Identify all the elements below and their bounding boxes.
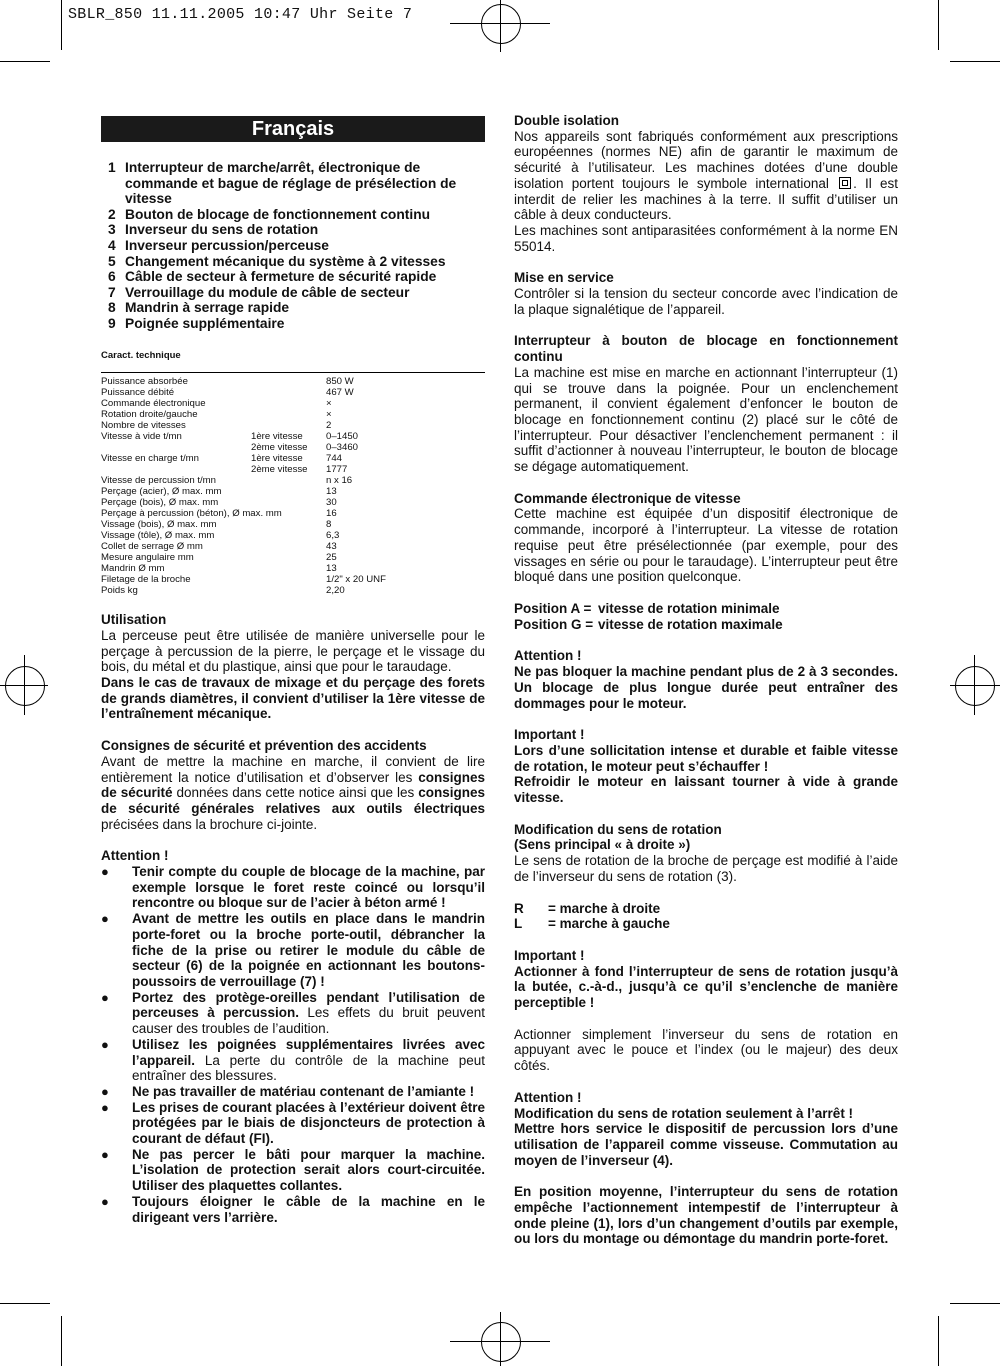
spec-sublabel: [251, 387, 326, 398]
spec-row: [101, 398, 485, 409]
attention3-heading: Attention !: [514, 1089, 582, 1105]
bullet-icon: ●: [101, 989, 109, 1005]
position-value: vitesse de rotation minimale: [598, 600, 780, 616]
spec-value: 2,20: [326, 585, 345, 597]
important1-line1: Lors d’une sollicitation intense et durable et faible vitesse de rotation, le moteur peut s’échauffer !: [514, 742, 898, 774]
interrupteur-heading: Interrupteur à bouton de blocage en fonctionnement continu: [514, 333, 898, 365]
spec-row: [101, 376, 485, 387]
position-key: Position A =: [514, 600, 592, 616]
attention1-heading: Attention !: [101, 848, 169, 864]
part-label: Inverseur du sens de rotation: [125, 222, 319, 238]
bullet-bold: Les prises de courant placées à l’extérieur doivent être protégées par le biais de disjoncteurs de protection à courant de défaut (FI).: [132, 1099, 485, 1147]
spec-sublabel: [251, 475, 326, 486]
spec-value: 16: [326, 508, 337, 520]
part-number: 4: [108, 237, 116, 253]
bullet-bold: Ne pas percer le bâti pour marquer la machine. L’isolation de protection serait alors court-circuitée. Utiliser des plaquettes collantes.: [132, 1146, 485, 1194]
spec-sublabel: 1ère vitesse: [251, 431, 303, 443]
consignes-text: [101, 754, 485, 833]
safety-bullet: [101, 1084, 485, 1100]
mise-en-service-heading: Mise en service: [514, 270, 614, 286]
specs-table: [101, 376, 485, 596]
spec-sublabel: [251, 552, 326, 563]
spec-sublabel: 2ème vitesse: [251, 442, 308, 454]
spec-row: [101, 453, 485, 464]
direction-key: R: [514, 900, 524, 916]
parts-list-item: [101, 285, 485, 301]
bullet-normal: Les effets du bruit peuvent causer des troubles de l’audition.: [132, 1005, 485, 1037]
spec-sublabel: [251, 486, 326, 497]
parts-list-item: [101, 300, 485, 316]
spec-row: [101, 387, 485, 398]
spec-value: 1777: [326, 464, 348, 476]
bullet-icon: ●: [101, 1193, 109, 1209]
right-column: [514, 113, 898, 1247]
spec-label: Commande électronique: [101, 398, 206, 410]
section-important-2: [514, 948, 898, 1011]
attention2-text: Ne pas bloquer la machine pendant plus de 2 à 3 secondes. Un blocage de plus longue durée peut entraîner des dommages pour le moteur.: [514, 664, 898, 711]
important1-line2: Refroidir le moteur en laissant tourner à vide à grande vitesse.: [514, 774, 898, 806]
bullet-text: [132, 1194, 485, 1225]
actionner-text: Actionner simplement l’inverseur du sens de rotation en appuyant avec le pouce et l’index (ou le majeur) des deux côtés.: [514, 1026, 898, 1074]
bullet-bold: Tenir compte du couple de blocage de la machine, par exemple lorsque le foret reste coincé ou lorsqu’il rencontre ou bloque sur de l’acier à béton armé !: [132, 864, 485, 911]
specs-divider: [101, 372, 485, 373]
part-number: 1: [108, 160, 116, 175]
section-mise-en-service: [514, 270, 898, 317]
spec-label: Collet de serrage Ø mm: [101, 541, 203, 553]
spec-label: Poids kg: [101, 585, 138, 597]
consignes-t2: données dans cette notice ainsi que les: [172, 785, 419, 801]
spec-row: [101, 420, 485, 431]
part-label: Changement mécanique du système à 2 vitesses: [125, 253, 446, 269]
spec-value: 8: [326, 519, 332, 531]
spec-sublabel: [251, 398, 326, 409]
double-isolation-t2: . Il est interdit de relier les machines à la terre. Il suffit d’utiliser un câble à deux conducteurs.: [514, 175, 898, 223]
spec-label: Vitesse en charge t/mn: [101, 453, 199, 465]
spec-row: [101, 541, 485, 552]
print-header: SBLR_850 11.11.2005 10:47 Uhr Seite 7: [68, 6, 413, 23]
spec-row: [101, 486, 485, 497]
spec-label: Perçage à percussion (béton), Ø max. mm: [101, 508, 282, 520]
section-actionner: [514, 1027, 898, 1074]
spec-sublabel: 2ème vitesse: [251, 464, 308, 476]
modification-heading: Modification du sens de rotation: [514, 821, 722, 837]
bullet-icon: ●: [101, 1146, 109, 1162]
section-consignes: [101, 738, 485, 832]
part-label: Inverseur percussion/perceuse: [125, 237, 329, 253]
spec-value: 0–3460: [326, 442, 359, 454]
important2-text: Actionner à fond l’interrupteur de sens de rotation jusqu’à la butée, c.-à-d., jusqu’à ce qu’il s’enclenche de manière perceptible !: [514, 963, 898, 1011]
position-value: vitesse de rotation maximale: [598, 616, 783, 632]
spec-label: Vissage (bois), Ø max. mm: [101, 519, 217, 531]
spec-sublabel: [251, 376, 326, 387]
consignes-b2: consignes de sécurité générales relatives aux outils électriques: [101, 785, 485, 816]
section-directions: [514, 901, 898, 932]
spec-value: n x 16: [326, 475, 353, 487]
parts-list-item: [101, 269, 485, 285]
section-double-isolation: [514, 113, 898, 254]
spec-value: 1/2" x 20 UNF: [326, 574, 386, 586]
spec-row: [101, 475, 485, 486]
spec-label: [101, 442, 251, 453]
bullet-bold: Toujours éloigner le câble de la machine en le dirigeant vers l’arrière.: [132, 1193, 485, 1225]
spec-row: [101, 530, 485, 541]
attention1-list: [101, 864, 485, 1225]
bullet-icon: ●: [101, 1099, 109, 1115]
bullet-text: [132, 1100, 485, 1147]
part-number: 2: [108, 206, 116, 222]
spec-row: [101, 574, 485, 585]
bullet-text: [132, 911, 485, 990]
safety-bullet: [101, 911, 485, 990]
section-commande: [514, 491, 898, 585]
direction-value: = marche à gauche: [548, 916, 670, 932]
part-number: 3: [108, 222, 116, 238]
section-modification: [514, 822, 898, 885]
section-interrupteur: [514, 333, 898, 474]
spec-row: [101, 464, 485, 475]
spec-value: 744: [326, 453, 343, 465]
spec-row: [101, 508, 485, 519]
bullet-text: [132, 1084, 485, 1100]
parts-list-item: [101, 316, 485, 332]
safety-bullet: [101, 1147, 485, 1194]
page-title: Français: [101, 116, 485, 142]
bullet-icon: ●: [101, 1083, 109, 1099]
part-number: 6: [108, 269, 116, 285]
spec-label: Vitesse de percussion t/mn: [101, 475, 217, 487]
part-label: Verrouillage du module de câble de secteur: [125, 284, 410, 300]
double-isolation-text: [514, 129, 898, 223]
spec-label: Puissance absorbée: [101, 376, 188, 388]
part-number: 5: [108, 253, 116, 269]
bullet-text: [132, 1147, 485, 1194]
spec-value: 0–1450: [326, 431, 359, 443]
spec-sublabel: [251, 563, 326, 574]
part-label: Bouton de blocage de fonctionnement continu: [125, 206, 431, 222]
parts-list: [101, 160, 485, 332]
spec-value: 850 W: [326, 376, 354, 388]
spec-sublabel: [251, 541, 326, 552]
consignes-heading: Consignes de sécurité et prévention des accidents: [101, 738, 427, 754]
position-key: Position G =: [514, 616, 594, 632]
spec-label: Filetage de la broche: [101, 574, 191, 586]
spec-sublabel: [251, 574, 326, 585]
utilisation-text: La perceuse peut être utilisée de manière universelle pour le perçage à percussion de la pierre, le perçage et le vissage du bois, du métal et du plastique, ainsi que pour le taraudage.: [101, 627, 485, 675]
position-row: [514, 601, 898, 617]
position-row: [514, 617, 898, 633]
spec-sublabel: [251, 519, 326, 530]
bullet-bold: Avant de mettre les outils en place dans le mandrin porte-foret ou la broche porte-outil, débrancher la fiche de la prise ou retirer le module du câble de secteur (6) de la poignée en actionnant les boutons-poussoirs de verrouillage (7) !: [132, 911, 485, 989]
bullet-icon: ●: [101, 864, 109, 880]
section-positions: [514, 601, 898, 632]
attention3-line2: Mettre hors service le dispositif de percussion lors d’une utilisation de l’appareil comme visseuse. Commutation au moyen de l’inverseur (4).: [514, 1121, 898, 1168]
spec-label: Vissage (tôle), Ø max. mm: [101, 530, 215, 542]
consignes-t3: précisées dans la brochure ci-jointe.: [101, 816, 318, 832]
double-isolation-t1: Nos appareils sont fabriqués conformément aux prescriptions européennes (normes NE) afin de garantir le maximum de sécurité à l’utilisateur. Les machines dotées d’une double isolation portent toujours le symbole international: [514, 128, 898, 191]
spec-sublabel: [251, 585, 326, 596]
spec-label: Nombre de vitesses: [101, 420, 186, 432]
commande-text: Cette machine est équipée d’un dispositif électronique de commande, incorporé à l’interrupteur. La vitesse de rotation requise peut être présélectionnée (par exemple, pour des vissages en série ou pour le taraudage). L’interrupteur peut être bloqué dans une position quelconque.: [514, 506, 898, 585]
spec-row: [101, 431, 485, 442]
direction-key: L: [514, 916, 523, 932]
commande-heading: Commande électronique de vitesse: [514, 490, 741, 506]
spec-value: 2: [326, 420, 332, 432]
spec-value: 30: [326, 497, 337, 509]
parts-list-item: [101, 160, 485, 207]
important1-heading: Important !: [514, 727, 585, 743]
spec-label: [101, 464, 251, 475]
parts-list-item: [101, 222, 485, 238]
spec-value: 43: [326, 541, 337, 553]
part-label: Poignée supplémentaire: [125, 315, 285, 331]
safety-bullet: [101, 1037, 485, 1084]
spec-row: [101, 585, 485, 596]
spec-sublabel: [251, 508, 326, 519]
bullet-text: [132, 990, 485, 1037]
section-position-moyenne: [514, 1184, 898, 1247]
spec-label: Perçage (bois), Ø max. mm: [101, 497, 219, 509]
spec-value: ×: [326, 409, 332, 421]
section-utilisation: [101, 612, 485, 722]
modification-subheading: (Sens principal « à droite »): [514, 837, 691, 853]
spec-sublabel: 1ère vitesse: [251, 453, 303, 465]
double-isolation-norm: Les machines sont antiparasitées conformément à la norme EN 55014.: [514, 222, 898, 254]
section-important-1: [514, 727, 898, 806]
position-moyenne-text: En position moyenne, l’interrupteur du sens de rotation empêche l’actionnement intempestif de l’interrupteur à onde pleine (1), lors d’un changement d’outils par exemple, ou lors du montage ou démontage du mandrin porte-foret.: [514, 1184, 898, 1247]
attention3-line1: Modification du sens de rotation seulement à l’arrêt !: [514, 1105, 854, 1121]
bullet-normal: La perte du contrôle de la machine peut entraîner des blessures.: [132, 1052, 485, 1084]
spec-value: 25: [326, 552, 337, 564]
spec-value: 13: [326, 563, 337, 575]
safety-bullet: [101, 990, 485, 1037]
left-column: [101, 113, 485, 1225]
part-number: 8: [108, 300, 116, 316]
bullet-bold: Utilisez les poignées supplémentaires livrées avec l’appareil.: [132, 1036, 485, 1068]
double-insulation-icon: [839, 177, 851, 189]
spec-row: [101, 409, 485, 420]
bullet-bold: Portez des protège-oreilles pendant l’utilisation de perceuses à percussion.: [132, 989, 485, 1021]
spec-value: 467 W: [326, 387, 354, 399]
consignes-t1: Avant de mettre la machine en marche, il convient de lire entièrement la notice d’utilisation et d’observer les: [101, 753, 485, 785]
safety-bullet: [101, 864, 485, 911]
section-attention-1: [101, 848, 485, 1225]
spec-label: Mesure angulaire mm: [101, 552, 194, 564]
attention2-heading: Attention !: [514, 648, 582, 664]
spec-sublabel: [251, 409, 326, 420]
spec-row: [101, 552, 485, 563]
spec-row: [101, 563, 485, 574]
safety-bullet: [101, 1100, 485, 1147]
double-isolation-heading: Double isolation: [514, 113, 620, 128]
direction-value: = marche à droite: [548, 900, 661, 916]
interrupteur-text: La machine est mise en marche en actionnant l’interrupteur (1) qui se trouve dans la poignée. Pour un enclenchement permanent, il convient également d’enfoncer le bouton de blocage en fonctionnement continu (2) placé sur le côté de l’interrupteur. Pour désactiver l’enclenchement permanent : il suffit d’actionner à nouveau l’interrupteur, le bouton de blocage se dégage automatiquement.: [514, 364, 898, 475]
spec-label: Puissance débité: [101, 387, 175, 399]
spec-value: 6,3: [326, 530, 340, 542]
spec-sublabel: [251, 420, 326, 431]
section-attention-3: [514, 1090, 898, 1169]
important2-heading: Important !: [514, 947, 585, 963]
parts-list-item: [101, 254, 485, 270]
modification-text: Le sens de rotation de la broche de perçage est modifié à l’aide de l’inverseur du sens de rotation (3).: [514, 853, 898, 884]
spec-value: ×: [326, 398, 332, 410]
part-label: Câble de secteur à fermeture de sécurité rapide: [125, 269, 437, 285]
direction-row: [514, 916, 898, 932]
spec-label: Mandrin Ø mm: [101, 563, 165, 575]
safety-bullet: [101, 1194, 485, 1225]
spec-sublabel: [251, 530, 326, 541]
spec-label: Perçage (acier), Ø max. mm: [101, 486, 222, 498]
parts-list-item: [101, 207, 485, 223]
section-attention-2: [514, 648, 898, 711]
spec-value: 13: [326, 486, 337, 498]
spec-row: [101, 519, 485, 530]
spec-row: [101, 442, 485, 453]
consignes-b1: consignes de sécurité: [101, 769, 485, 801]
spec-label: Rotation droite/gauche: [101, 409, 198, 421]
specs-title: Caract. technique: [101, 349, 181, 361]
utilisation-bold: Dans le cas de travaux de mixage et du perçage des forets de grands diamètres, il convient d’utiliser la 1ère vitesse de l’entraînement mécanique.: [101, 675, 485, 722]
bullet-icon: ●: [101, 1036, 109, 1052]
bullet-icon: ●: [101, 911, 109, 927]
bullet-text: [132, 1037, 485, 1084]
spec-row: [101, 497, 485, 508]
part-label: Mandrin à serrage rapide: [125, 300, 290, 316]
utilisation-heading: Utilisation: [101, 612, 167, 628]
part-number: 9: [108, 315, 116, 331]
spec-sublabel: [251, 497, 326, 508]
mise-en-service-text: Contrôler si la tension du secteur concorde avec l’indication de la plaque signalétique de l’appareil.: [514, 286, 898, 317]
spec-label: Vitesse à vide t/mn: [101, 431, 182, 443]
direction-row: [514, 901, 898, 917]
parts-list-item: [101, 238, 485, 254]
bullet-text: [132, 864, 485, 911]
part-number: 7: [108, 284, 116, 300]
bullet-bold: Ne pas travailler de matériau contenant de l’amiante !: [132, 1083, 475, 1099]
part-label: Interrupteur de marche/arrêt, électronique de commande et bague de réglage de présélection de vitesse: [125, 160, 457, 207]
